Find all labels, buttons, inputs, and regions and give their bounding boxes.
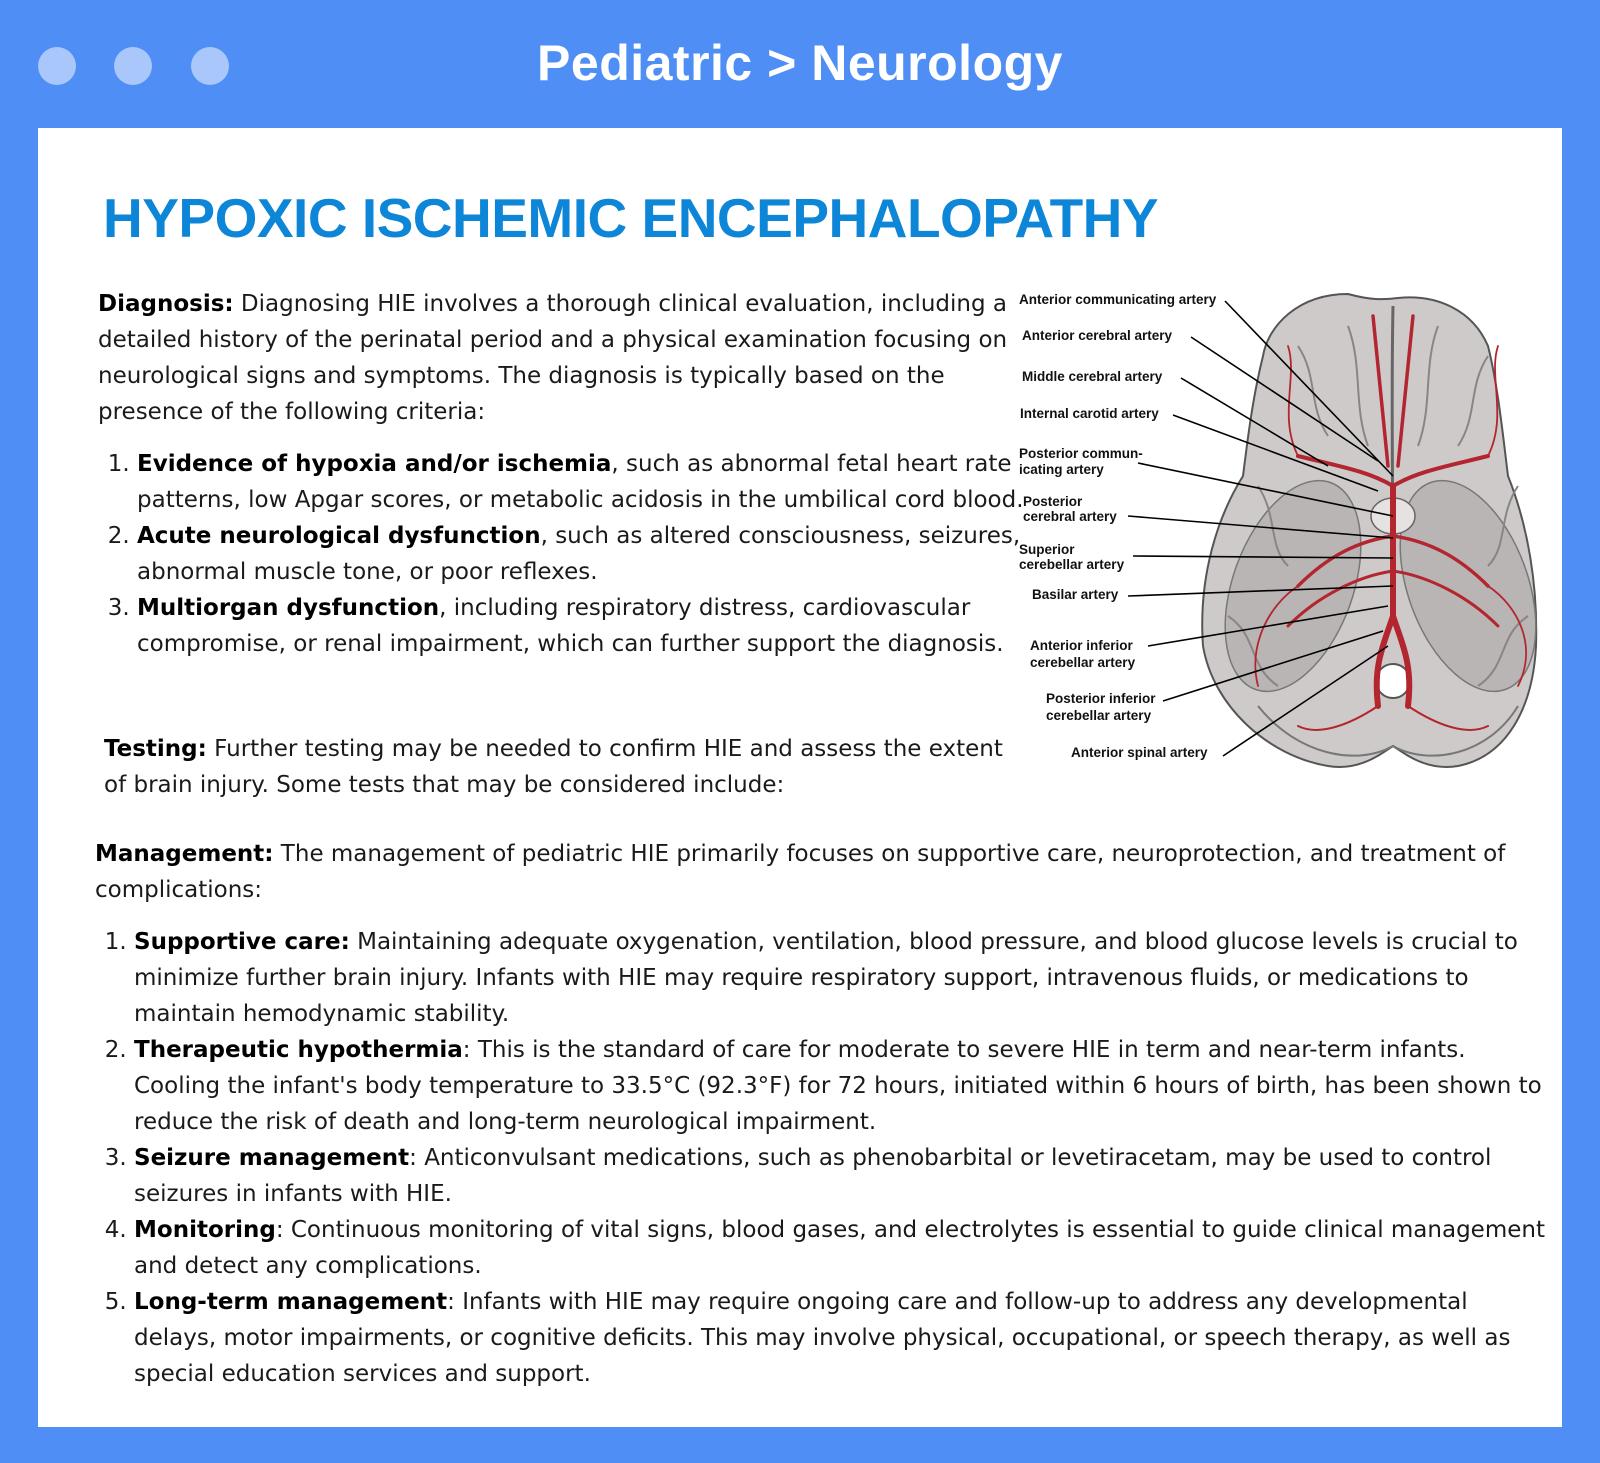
label-anterior-spinal: Anterior spinal artery	[1071, 745, 1208, 760]
management-section	[95, 836, 1555, 1392]
label-basilar: Basilar artery	[1032, 587, 1119, 602]
diagnosis-criteria-list	[98, 446, 1033, 662]
management-text: The management of pediatric HIE primarily focuses on supportive care, neuroprotection, and treatment of complications:	[95, 841, 1506, 903]
list-item-bold: Monitoring	[134, 1217, 276, 1243]
testing-heading: Testing:	[104, 736, 207, 762]
label-anterior-cerebral: Anterior cerebral artery	[1022, 328, 1173, 343]
label-internal-carotid: Internal carotid artery	[1020, 406, 1159, 421]
list-item	[137, 518, 1033, 590]
brain-illustration	[998, 286, 1538, 786]
list-item	[137, 590, 1033, 662]
list-item-text: Maintaining adequate oxygenation, ventilation, blood pressure, and blood glucose levels is crucial to minimize further brain injury. Infants with HIE may require respiratory support, intravenous fluids, or medications to maintain hemodynamic stability.	[134, 929, 1518, 1027]
brain-shape	[1199, 294, 1562, 767]
label-superior-cerebellar-1: Superior	[1019, 542, 1075, 557]
diagnosis-text: Diagnosing HIE involves a thorough clinical evaluation, including a detailed history of the perinatal period and a physical examination focusing on neurological signs and symptoms. The diagnosis is typically based on the presence of the following criteria:	[98, 291, 1008, 425]
artery-labels	[1019, 292, 1217, 760]
management-list	[95, 924, 1555, 1392]
label-posterior-communicating-2: icating artery	[1019, 462, 1104, 477]
list-item-bold: Seizure management	[134, 1145, 410, 1171]
list-item-text: : This is the standard of care for moderate to severe HIE in term and near-term infants. Cooling the infant's body temperature to 33.5°C (92.3°F) for 72 hours, initiated within 6 hours of birth, has been shown to reduce the risk of death and long-term neurological impairment.	[134, 1037, 1542, 1135]
page-title: HYPOXIC ISCHEMIC ENCEPHALOPATHY	[103, 187, 1159, 249]
list-item	[134, 1212, 1555, 1284]
list-item	[134, 924, 1555, 1032]
list-item	[134, 1032, 1555, 1140]
list-item-bold: Supportive care:	[134, 929, 350, 955]
document-page	[38, 128, 1562, 1427]
list-item-text: : Infants with HIE may require ongoing care and follow-up to address any developmental delays, motor impairments, or cognitive deficits. This may involve physical, occupational, or speech therapy, as well as special education services and support.	[134, 1289, 1511, 1387]
breadcrumb: Pediatric > Neurology	[537, 35, 1063, 91]
diagnosis-section	[98, 286, 1033, 662]
list-item-bold: Multiorgan dysfunction	[137, 595, 440, 621]
list-item-text: , such as abnormal fetal heart rate patterns, low Apgar scores, or metabolic acidosis in the umbilical cord blood.	[137, 451, 1024, 513]
window-titlebar	[0, 0, 1600, 128]
list-item	[134, 1284, 1555, 1392]
list-item-bold: Acute neurological dysfunction	[137, 523, 541, 549]
list-item-bold: Long-term management	[134, 1289, 448, 1315]
label-posterior-cerebral-1: Posterior	[1023, 494, 1083, 509]
label-anterior-communicating: Anterior communicating artery	[1019, 292, 1217, 307]
label-anterior-inferior-cerebellar-2: cerebellar artery	[1030, 655, 1136, 670]
brain-arteries-figure	[998, 286, 1538, 786]
label-posterior-communicating-1: Posterior commun-	[1019, 446, 1143, 461]
label-posterior-cerebral-2: cerebral artery	[1023, 509, 1117, 524]
management-heading: Management:	[95, 841, 274, 867]
testing-paragraph	[104, 731, 1004, 798]
testing-text: Further testing may be needed to confirm HIE and assess the extent of brain injury. Some tests that may be considered include:	[104, 736, 1003, 798]
list-item-text: , such as altered consciousness, seizures, abnormal muscle tone, or poor reflexes.	[137, 523, 1021, 585]
label-superior-cerebellar-2: cerebellar artery	[1019, 557, 1125, 572]
label-posterior-inferior-cerebellar-1: Posterior inferior	[1046, 691, 1156, 706]
list-item-bold: Therapeutic hypothermia	[134, 1037, 463, 1063]
label-anterior-inferior-cerebellar-1: Anterior inferior	[1030, 638, 1133, 653]
diagnosis-paragraph	[98, 286, 1033, 430]
list-item	[134, 1140, 1555, 1212]
list-item	[137, 446, 1033, 518]
list-item-text: , including respiratory distress, cardiovascular compromise, or renal impairment, which can further support the diagnosis.	[137, 595, 1004, 657]
diagnosis-heading: Diagnosis:	[98, 291, 234, 317]
label-posterior-inferior-cerebellar-2: cerebellar artery	[1046, 708, 1152, 723]
management-paragraph	[95, 836, 1555, 908]
list-item-text: : Anticonvulsant medications, such as phenobarbital or levetiracetam, may be used to control seizures in infants with HIE.	[134, 1145, 1492, 1207]
list-item-text: : Continuous monitoring of vital signs, blood gases, and electrolytes is essential to guide clinical management and detect any complications.	[134, 1217, 1545, 1279]
label-middle-cerebral: Middle cerebral artery	[1022, 369, 1163, 384]
list-item-bold: Evidence of hypoxia and/or ischemia	[137, 451, 612, 477]
